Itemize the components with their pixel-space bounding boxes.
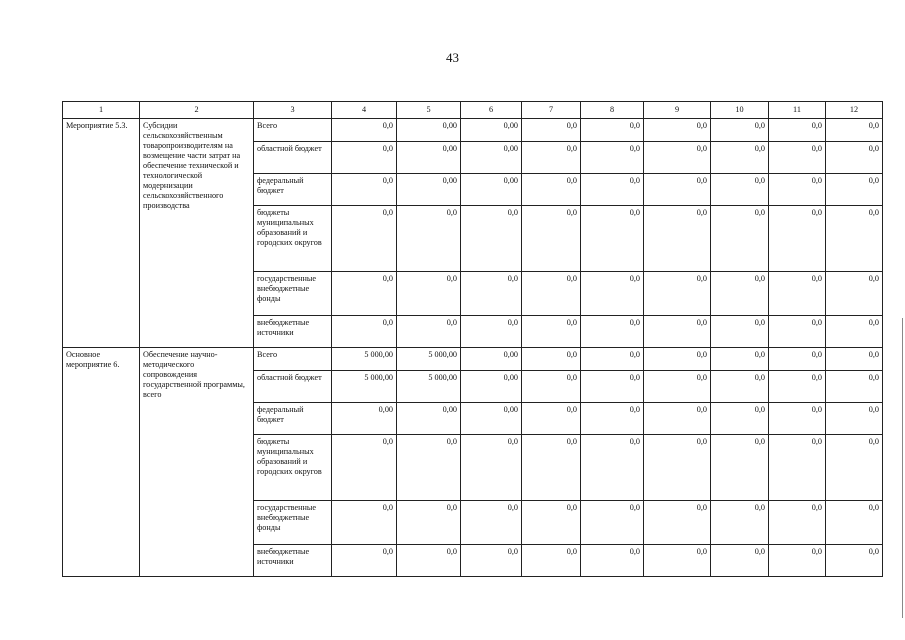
column-header: 6 [461,102,522,119]
amount-cell: 0,0 [332,435,397,501]
amount-cell: 0,0 [769,272,826,316]
amount-cell: 0,0 [769,501,826,545]
amount-cell: 0,0 [461,435,522,501]
amount-cell: 0,0 [769,174,826,206]
scan-mark [902,318,903,618]
funding-source: государственные внебюджетные фонды [254,272,332,316]
column-header: 7 [522,102,581,119]
amount-cell: 0,0 [826,501,883,545]
amount-cell: 0,0 [397,316,461,348]
funding-source: внебюджетные источники [254,545,332,577]
amount-cell: 0,0 [711,501,769,545]
amount-cell: 0,0 [522,142,581,174]
amount-cell: 5 000,00 [397,371,461,403]
amount-cell: 0,0 [332,316,397,348]
amount-cell: 0,0 [711,206,769,272]
amount-cell: 0,00 [397,142,461,174]
column-header: 11 [769,102,826,119]
amount-cell: 0,0 [826,403,883,435]
amount-cell: 0,0 [581,348,644,371]
amount-cell: 0,0 [826,316,883,348]
amount-cell: 5 000,00 [332,348,397,371]
funding-source: бюджеты муниципальных образований и городских округов [254,206,332,272]
amount-cell: 0,0 [581,545,644,577]
amount-cell: 0,0 [711,316,769,348]
amount-cell: 0,0 [581,272,644,316]
amount-cell: 0,0 [522,316,581,348]
amount-cell: 0,0 [769,142,826,174]
amount-cell: 0,0 [461,206,522,272]
amount-cell: 0,0 [522,371,581,403]
amount-cell: 0,00 [461,403,522,435]
header-row [63,102,883,119]
amount-cell: 0,0 [644,272,711,316]
amount-cell: 0,00 [397,119,461,142]
amount-cell: 0,0 [332,206,397,272]
amount-cell: 0,0 [826,435,883,501]
amount-cell: 0,0 [711,174,769,206]
column-header: 4 [332,102,397,119]
table-row [63,119,883,142]
activity-code: Основное мероприятие 6. [63,348,140,577]
amount-cell: 0,0 [644,206,711,272]
table-row [63,348,883,371]
activity-name: Обеспечение научно-методического сопровождения государственной программы, всего [140,348,254,577]
amount-cell: 0,0 [522,435,581,501]
amount-cell: 0,0 [522,348,581,371]
amount-cell: 0,0 [769,435,826,501]
amount-cell: 0,0 [581,501,644,545]
amount-cell: 0,0 [711,272,769,316]
column-header: 5 [397,102,461,119]
funding-source: Всего [254,348,332,371]
amount-cell: 0,0 [769,348,826,371]
column-header: 2 [140,102,254,119]
amount-cell: 0,0 [826,142,883,174]
funding-source: бюджеты муниципальных образований и городских округов [254,435,332,501]
amount-cell: 5 000,00 [332,371,397,403]
amount-cell: 0,0 [397,501,461,545]
amount-cell: 0,0 [826,174,883,206]
amount-cell: 0,0 [826,371,883,403]
amount-cell: 0,00 [397,403,461,435]
amount-cell: 0,0 [769,206,826,272]
amount-cell: 0,0 [522,272,581,316]
amount-cell: 0,00 [461,174,522,206]
amount-cell: 0,00 [332,403,397,435]
amount-cell: 0,0 [826,206,883,272]
amount-cell: 0,00 [397,174,461,206]
column-header: 9 [644,102,711,119]
amount-cell: 0,0 [522,403,581,435]
amount-cell: 0,0 [644,435,711,501]
column-header: 8 [581,102,644,119]
amount-cell: 0,00 [461,371,522,403]
amount-cell: 0,0 [644,174,711,206]
amount-cell: 0,0 [581,371,644,403]
amount-cell: 0,0 [711,435,769,501]
amount-cell: 0,0 [461,545,522,577]
amount-cell: 0,0 [581,316,644,348]
amount-cell: 0,0 [397,272,461,316]
amount-cell: 0,0 [644,316,711,348]
amount-cell: 0,0 [644,371,711,403]
amount-cell: 0,0 [644,545,711,577]
amount-cell: 0,0 [769,119,826,142]
amount-cell: 0,0 [826,119,883,142]
amount-cell: 0,0 [522,545,581,577]
amount-cell: 0,0 [826,545,883,577]
funding-source: федеральный бюджет [254,403,332,435]
funding-source: областной бюджет [254,371,332,403]
amount-cell: 0,0 [769,371,826,403]
funding-source: областной бюджет [254,142,332,174]
amount-cell: 0,0 [522,119,581,142]
amount-cell: 0,0 [332,119,397,142]
activity-name: Субсидии сельскохозяйственным товаропроизводителям на возмещение части затрат на обеспечение технической и технологической модернизации сельскохозяйственного производства [140,119,254,348]
funding-source: Всего [254,119,332,142]
amount-cell: 0,0 [581,435,644,501]
amount-cell: 0,0 [522,501,581,545]
funding-source: государственные внебюджетные фонды [254,501,332,545]
amount-cell: 0,0 [461,316,522,348]
amount-cell: 0,0 [332,142,397,174]
activity-code: Мероприятие 5.3. [63,119,140,348]
amount-cell: 0,0 [826,348,883,371]
amount-cell: 0,0 [711,545,769,577]
amount-cell: 0,0 [711,119,769,142]
amount-cell: 0,0 [581,403,644,435]
column-header: 1 [63,102,140,119]
amount-cell: 0,0 [644,119,711,142]
amount-cell: 0,0 [711,371,769,403]
amount-cell: 0,0 [397,435,461,501]
amount-cell: 0,0 [644,501,711,545]
amount-cell: 0,0 [644,142,711,174]
column-header: 10 [711,102,769,119]
budget-table [62,101,883,577]
column-header: 12 [826,102,883,119]
page-number: 43 [446,50,459,65]
amount-cell: 0,0 [581,119,644,142]
amount-cell: 0,0 [461,501,522,545]
amount-cell: 0,0 [332,272,397,316]
amount-cell: 0,0 [522,174,581,206]
amount-cell: 0,00 [461,348,522,371]
amount-cell: 0,00 [461,119,522,142]
amount-cell: 0,0 [769,545,826,577]
amount-cell: 0,0 [461,272,522,316]
amount-cell: 0,0 [581,206,644,272]
funding-source: федеральный бюджет [254,174,332,206]
amount-cell: 0,0 [332,545,397,577]
amount-cell: 0,0 [826,272,883,316]
amount-cell: 0,0 [644,348,711,371]
amount-cell: 0,0 [397,206,461,272]
amount-cell: 0,0 [522,206,581,272]
amount-cell: 0,0 [332,174,397,206]
funding-source: внебюджетные источники [254,316,332,348]
table-body [63,119,883,577]
amount-cell: 0,0 [711,403,769,435]
amount-cell: 0,0 [581,142,644,174]
amount-cell: 0,00 [461,142,522,174]
amount-cell: 0,0 [644,403,711,435]
amount-cell: 0,0 [332,501,397,545]
amount-cell: 0,0 [581,174,644,206]
amount-cell: 0,0 [711,348,769,371]
column-header: 3 [254,102,332,119]
amount-cell: 0,0 [769,316,826,348]
amount-cell: 0,0 [711,142,769,174]
amount-cell: 5 000,00 [397,348,461,371]
amount-cell: 0,0 [397,545,461,577]
amount-cell: 0,0 [769,403,826,435]
